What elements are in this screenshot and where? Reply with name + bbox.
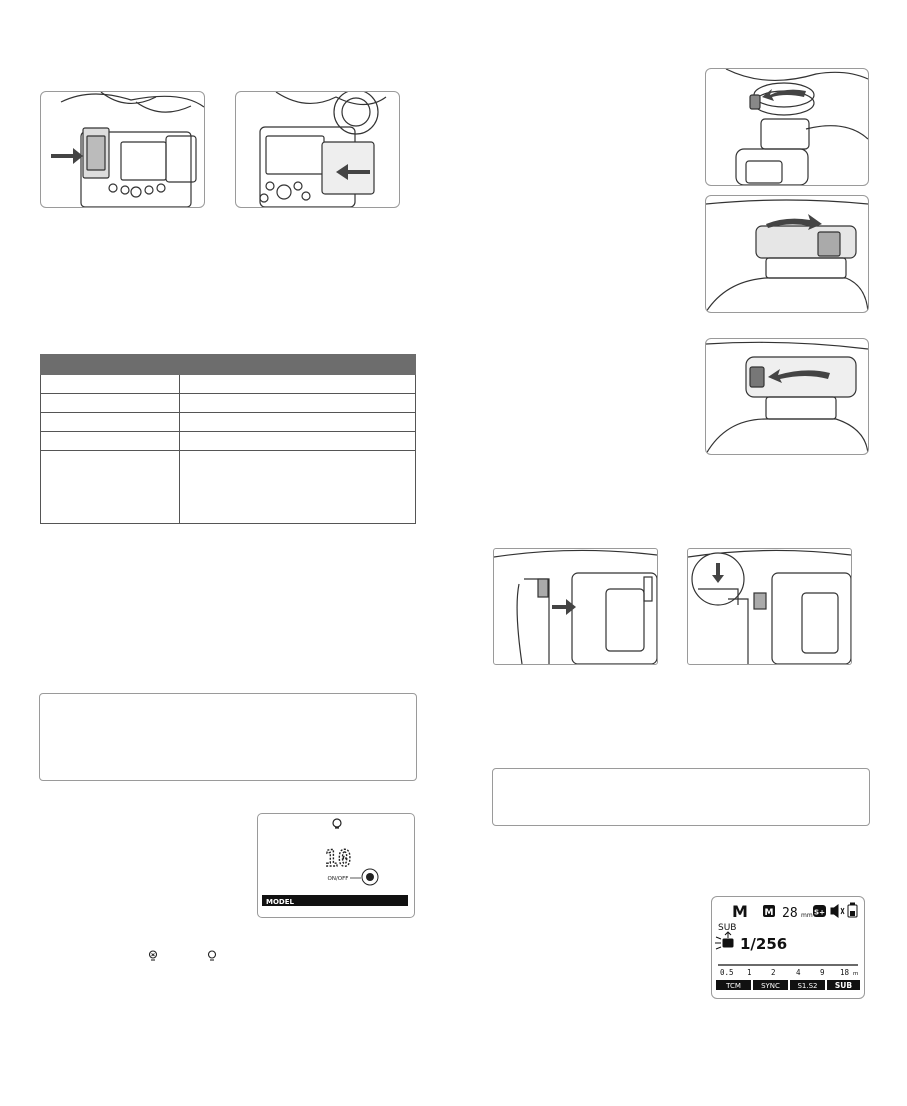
- power-value: 1/256: [740, 935, 788, 953]
- model-bar-label: MODEL: [266, 898, 294, 906]
- table-row: [41, 451, 416, 524]
- table-row: [41, 413, 416, 432]
- note-box-left: [39, 693, 417, 781]
- tab-sync: SYNC: [761, 982, 780, 990]
- sub-mode-lcd: [711, 896, 865, 999]
- battery-door-figure-left: [493, 548, 658, 665]
- tab-sub-active: SUB: [834, 981, 853, 990]
- battery-insert-figure-right: [235, 91, 400, 208]
- scale-unit: m: [853, 971, 859, 977]
- note-box-right: [492, 768, 870, 826]
- lock-ring-figure-2: [705, 195, 869, 313]
- battery-icon: [848, 903, 857, 917]
- battery-insert-figure-left: [40, 91, 205, 208]
- tab-s1s2: S1.S2: [797, 982, 818, 990]
- scale-4: 9: [820, 968, 825, 977]
- scale-1: 1: [747, 968, 752, 977]
- on-off-button-icon: [362, 869, 378, 885]
- table-row: [41, 375, 416, 394]
- s-plus-badge: S+: [814, 908, 825, 917]
- tab-tcm: TCM: [726, 982, 741, 990]
- table-header-row: [41, 355, 416, 375]
- zoom-value: 28: [782, 906, 798, 921]
- specification-table: [40, 354, 416, 524]
- speaker-icon: [831, 905, 844, 917]
- lock-ring-figure-3: [705, 338, 869, 455]
- table-row: [41, 432, 416, 451]
- flash-mode-text: M: [732, 902, 748, 921]
- zoom-mode-badge: M: [764, 908, 774, 918]
- modeling-lamp-lcd: [257, 813, 415, 918]
- bulb-lit-icon: [148, 949, 158, 961]
- battery-door-figure-right: [687, 548, 852, 665]
- sub-role-label: SUB: [718, 923, 737, 933]
- slave-sensor-icon: [715, 932, 733, 949]
- model-value-text: 10: [324, 847, 352, 872]
- on-off-label: ON/OFF: [327, 876, 349, 882]
- scale-3: 4: [796, 968, 801, 977]
- zoom-unit: mm: [801, 912, 813, 919]
- bulb-icon: [207, 949, 217, 961]
- bulb-icon: [333, 819, 341, 828]
- scale-0: 0.5: [720, 968, 734, 977]
- scale-5: 18: [840, 968, 850, 977]
- lock-ring-figure-1: [705, 68, 869, 186]
- scale-2: 2: [771, 968, 776, 977]
- table-row: [41, 394, 416, 413]
